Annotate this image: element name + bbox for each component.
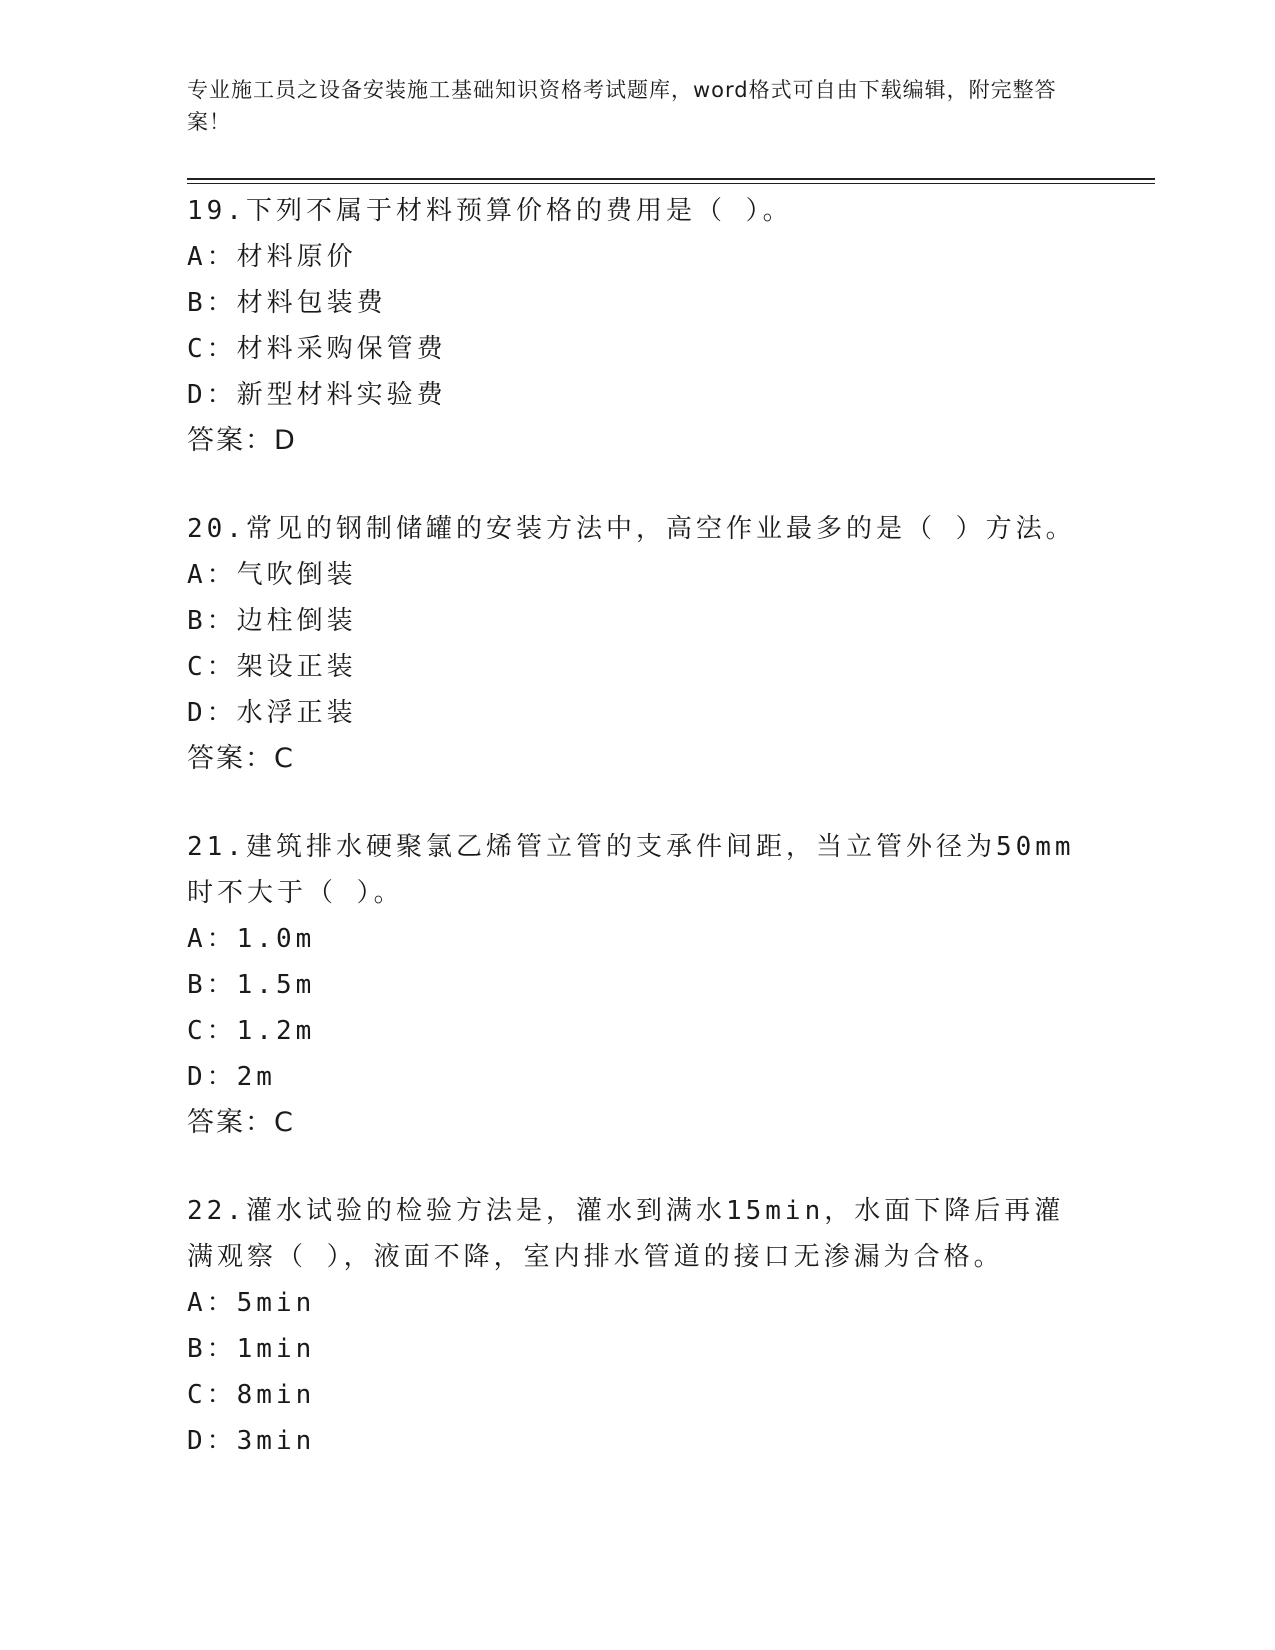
option-d: D：3min	[187, 1426, 316, 1456]
answer-line: 答案：C	[187, 1107, 295, 1138]
question-22	[187, 1188, 1087, 1464]
option-d: D：2m	[187, 1062, 276, 1092]
option-c: C：材料采购保管费	[187, 334, 447, 364]
answer-line: 答案：D	[187, 425, 297, 456]
question-20	[187, 506, 1087, 782]
question-19	[187, 188, 1087, 464]
question-title: 19.下列不属于材料预算价格的费用是（ ）。	[187, 196, 793, 226]
option-c: C：1.2m	[187, 1016, 316, 1046]
option-b: B：边柱倒装	[187, 606, 357, 636]
option-c: C：8min	[187, 1380, 316, 1410]
option-a: A：5min	[187, 1288, 316, 1318]
option-d: D：新型材料实验费	[187, 380, 447, 410]
header-divider-thin	[187, 183, 1155, 184]
option-a: A：气吹倒装	[187, 560, 357, 590]
option-d: D：水浮正装	[187, 698, 357, 728]
option-b: B：材料包装费	[187, 288, 387, 318]
question-list	[187, 188, 1087, 1464]
option-a: A：1.0m	[187, 924, 316, 954]
option-b: B：1.5m	[187, 970, 316, 1000]
option-c: C：架设正装	[187, 652, 357, 682]
question-21	[187, 824, 1087, 1146]
question-title: 21.建筑排水硬聚氯乙烯管立管的支承件间距，当立管外径为50mm时不大于（ ）。	[187, 832, 1075, 908]
question-title: 22.灌水试验的检验方法是，灌水到满水15min，水面下降后再灌满观察（ ），液面不降，室内排水管道的接口无渗漏为合格。	[187, 1196, 1065, 1272]
document-header: 专业施工员之设备安装施工基础知识资格考试题库，word格式可自由下载编辑，附完整答案！	[187, 78, 1057, 134]
answer-line: 答案：C	[187, 743, 295, 774]
option-b: B：1min	[187, 1334, 316, 1364]
header-divider-thick	[187, 178, 1155, 180]
question-title: 20.常见的钢制储罐的安装方法中，高空作业最多的是（ ）方法。	[187, 514, 1076, 544]
option-a: A：材料原价	[187, 242, 357, 272]
